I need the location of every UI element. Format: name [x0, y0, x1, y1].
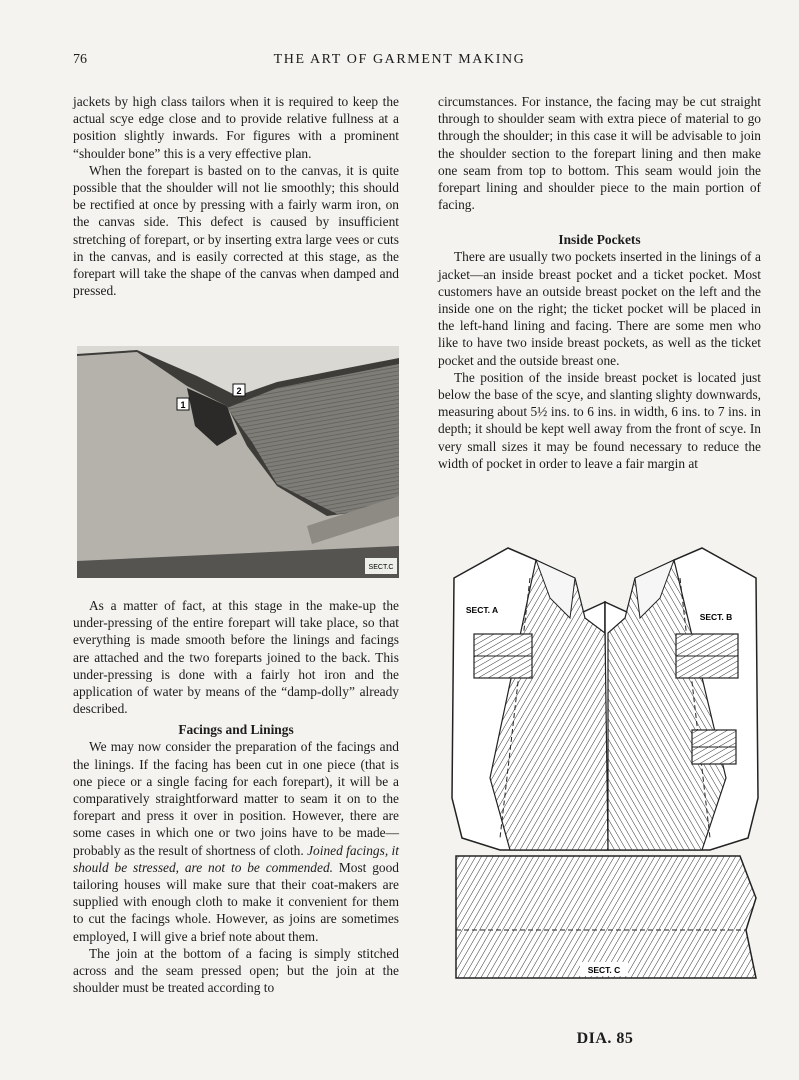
running-head: THE ART OF GARMENT MAKING: [273, 52, 526, 67]
diagram-label-sect-a: SECT. A: [465, 605, 499, 615]
paragraph: As a matter of fact, at this stage in the make-up the under-pressing of the entire forepart will take place, so that everything is made smooth before the linings and facings are attached and the two foreparts joined to the back. This under-pressing is done with a fairly hot iron and the application of water by means of the “damp-dolly” already described.: [73, 598, 399, 717]
section-heading-facings: Facings and Linings: [178, 722, 294, 738]
paragraph: There are usually two pockets inserted in the linings of a jacket—an inside breast pocket and a ticket pocket. Most customers have an outside breast pocket on the left and the inside one on the right; the ticket pocket will be placed in the left-hand lining and facing. There are some men who like to have two inside breast pockets, as well as the ticket pocket and the outside breast one.: [438, 249, 761, 368]
forepart-photo: [77, 346, 399, 578]
figure-caption: DIA. 85: [576, 1030, 634, 1047]
right-column: [438, 93, 761, 472]
photo-label-1: 1: [180, 400, 186, 410]
diagram-label-sect-b: SECT. B: [699, 612, 733, 622]
left-column-top: [73, 93, 399, 299]
section-heading-pockets: Inside Pockets: [558, 232, 641, 248]
photo-sect-label: SECT.C: [368, 564, 394, 571]
paragraph: circumstances. For instance, the facing may be cut straight through to shoulder seam with extra piece of material to go through the shoulder; in this case it will be advisable to join the shoulder section to the forepart lining and then make one seam from top to bottom. This seam would join the forepart lining and shoulder piece to the main portion of facing.: [438, 94, 761, 213]
italic-emphasis: Joined facings, it should be stressed, are not to be commended.: [73, 842, 399, 875]
pattern-diagram: [440, 538, 770, 1018]
left-column-bottom: [73, 597, 399, 996]
paragraph: jackets by high class tailors when it is required to keep the actual scye edge close and to provide relative fullness at a position slightly inwards. For figures with a prominent “shoulder bone” this is a very effective plan.: [73, 94, 399, 161]
paragraph: The join at the bottom of a facing is simply stitched across and the seam pressed open; but the join at the shoulder must be treated according to: [73, 945, 399, 996]
paragraph: We may now consider the preparation of the facings and the linings. If the facing has been cut in one piece (that is one piece or a single facing for each forepart), it will be a comparatively straightforward matter to seam it on to the forepart and press it over in position. However, there are some cases in which one or two joins have to be made—probably as the result of shortness of cloth. Joined facings, it should be stressed, are not to be commended. Most good tailoring houses will make sure that their coat-makers are supplied with enough cloth to make it convenient for them to cut the facings whole. However, as joins are sometimes employed, I will give a brief note about them.: [73, 739, 399, 944]
photo-label-2: 2: [236, 386, 242, 396]
diagram-label-sect-c: SECT. C: [587, 965, 621, 975]
paragraph: The position of the inside breast pocket is located just below the base of the scye, and slanting slighty downwards, measuring about 5½ ins. to 6 ins. in width, 6 ins. to 7 ins. in depth; it should be kept well away from the front of scye. In very small sizes it may be found necessary to reduce the width of pocket in order to leave a fair margin at: [438, 369, 761, 471]
sect-c-piece: [456, 856, 756, 978]
paragraph: When the forepart is basted on to the canvas, it is quite possible that the shoulder will not lie smoothly; this should be rectified at once by pressing with a fairly warm iron, on the canvas side. This defect is caused by insufficient stretching of forepart, or by inserting extra large vees or cuts in the canvas, and is easily corrected at this stage, as the forepart will take the shape of the canvas when damped and pressed.: [73, 162, 399, 299]
page-number: 76: [73, 52, 87, 67]
